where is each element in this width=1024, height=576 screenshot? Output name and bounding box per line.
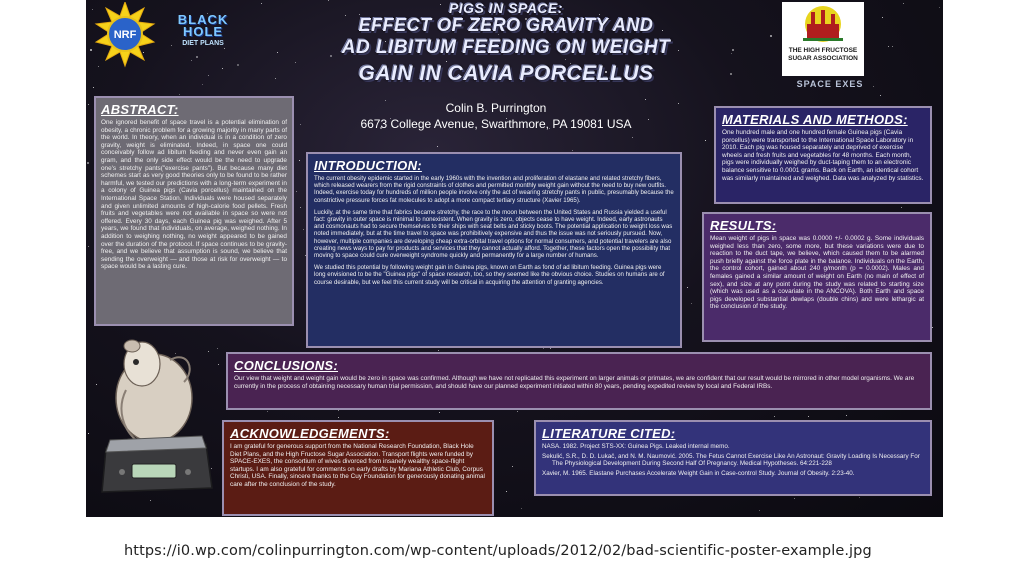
- star-dot: [87, 162, 89, 164]
- nrf-logo-text: NRF: [113, 29, 137, 41]
- star-dot: [691, 303, 692, 304]
- reference-item: Sekulić, S.R., D. D. Lukač, and N. M. Naumović. 2005. The Fetus Cannot Exercise Like An Astronaut: Gravity Loading Is Necessary For The Physiological Development During Second Half Of Pregnancy. Medical Hypotheses. 64:221-228: [542, 452, 920, 468]
- star-dot: [88, 104, 89, 105]
- star-dot: [88, 246, 89, 247]
- star-dot: [267, 411, 268, 412]
- star-dot: [275, 78, 276, 79]
- factory-icon: [793, 2, 853, 42]
- introduction-paragraph: The current obesity epidemic started in the early 1960s with the invention and proliferation of elastane and related stretchy fibers, which released wearers from the rigid constraints of clothes and permitted monthly weight gain without the need to buy new outfits. Indeed, exercise today for hundreds of million people involve only the act of wearing stretchy pants in public, presumably because the constrictive pressure forces fat molecules to adopt a more compact tertiary structure (Xavier 1965).: [314, 175, 674, 204]
- star-dot: [901, 207, 902, 208]
- star-dot: [903, 3, 904, 4]
- star-dot: [521, 508, 522, 509]
- star-dot: [438, 350, 439, 351]
- star-dot: [846, 415, 847, 416]
- star-dot: [632, 137, 633, 138]
- section-heading: CONCLUSIONS:: [234, 358, 338, 373]
- section-heading: RESULTS:: [710, 218, 777, 233]
- star-dot: [880, 95, 881, 96]
- star-dot: [208, 75, 209, 76]
- star-dot: [512, 466, 513, 467]
- poster-title-line: EFFECT OF ZERO GRAVITY AND: [358, 15, 654, 35]
- acknowledgements-text: I am grateful for generous support from the National Research Foundation, Black Hole Diet Plans, and the High Fructose Sugar Association. Transport flights were funded by SPACE-EXES, the consortium of wives divorced from insanely wealthy space-flight startups. I am also grateful for comments on early drafts by Mariana Athletic Club, Corpus Christi, USA. Finally, sincere thanks to the Cuy Foundation for generously donating animal care after the conclusion of the study.: [230, 443, 485, 488]
- star-dot: [303, 229, 304, 230]
- kitchen-scale-icon: [102, 436, 212, 492]
- star-dot: [543, 348, 544, 349]
- star-dot: [730, 73, 732, 75]
- reference-item: Xavier, M. 1965. Elastane Purchases Accelerate Weight Gain in Case-control Study. Journal of Obesity. 2:23-40.: [542, 469, 855, 477]
- introduction-panel: [306, 152, 682, 348]
- star-dot: [770, 35, 772, 37]
- star-dot: [222, 68, 223, 69]
- literature-cited-panel: [534, 420, 932, 496]
- conclusions-panel: [226, 352, 932, 410]
- star-dot: [932, 327, 933, 328]
- star-dot: [88, 433, 89, 434]
- star-dot: [939, 7, 940, 8]
- acknowledgements-panel: [222, 420, 494, 516]
- space-exes-logo: SPACE EXES: [796, 79, 864, 89]
- star-dot: [888, 46, 889, 47]
- star-dot: [338, 417, 339, 418]
- guinea-pig-on-scale-illustration: [96, 320, 216, 510]
- abstract-text: One ignored benefit of space travel is a potential elimination of obesity, a chronic problem for a growing majority in many parts of the world. In theory, when an individual is in a condition of zero gravity, weight is eliminated. Indeed, in space one could conceivably follow ad libitum feeding and never even gain an gram, and the only side effect would be the need to upgrade one's stretchy pants("exercise pants"). But because many diet schemes start as very good theories only to be found to be rather harmful, we tested our predictions with a long-term experiment in a colony of Guinea pigs (Cavia porcellus) maintained on the International Space Station. Individuals were housed separately and given unlimited amounts of high-calorie food pellets. Fresh fruits and vegetables were not available in space so were not offered. Every 30 days, each Guinea pig was weighed. After 5 years, we found that individuals, on average, weighed nothing. In addition to weighing nothing, no weight appeared to be gained over the duration of the protocol. If space continues to be gravity-free, and we believe that assumption is sound, we believe that sending the overweight — and those at risk for overweight — to space would be a lasting cure.: [101, 119, 287, 271]
- star-dot: [439, 412, 440, 413]
- black-hole-diet-plans-logo: [168, 14, 238, 50]
- logo-line: DIET PLANS: [182, 40, 224, 47]
- star-dot: [892, 46, 893, 47]
- section-heading: ACKNOWLEDGEMENTS:: [230, 426, 390, 441]
- star-dot: [296, 191, 297, 192]
- scientific-poster-image: [86, 0, 943, 517]
- star-dot: [506, 491, 507, 492]
- section-heading: ABSTRACT:: [101, 102, 179, 117]
- star-dot: [261, 3, 262, 4]
- star-dot: [299, 160, 300, 161]
- results-text: Mean weight of pigs in space was 0.0000 +/- 0.0002 g. Some individuals weighed less than zero, some more, but these variations were due to reaction to the duct tape, we believe, which caused them to be alarmed push briefly against the force plate in the balance. Individuals on the Earth, the control cohort, gained about 240 g/month (p = 0.0002). Males and females gained a similar amount of weight on Earth (no main of effect of sex), and size at any point during the study was related to starting size (which was used as a covariate in the ANCOVA). Both Earth and space pigs developed substantial dewlaps (double chins) and were lethargic at the conclusion of the study.: [710, 235, 924, 311]
- conclusions-text: Our view that weight and weight gain would be zero in space was confirmed. Although we have not replicated this experiment on larger animals or primates, we are confident that our result would be mirrored in other model organisms. We are currently in the process of obtaining necessary human trial permission, and should have our planned experiment initiated within 80 years, pending expedited review by local and Federal IRBs.: [234, 375, 915, 390]
- section-heading: LITERATURE CITED:: [542, 426, 676, 441]
- star-dot: [550, 348, 551, 349]
- logo-line: BLACK: [177, 12, 229, 27]
- star-dot: [202, 84, 203, 85]
- results-panel: [702, 212, 932, 342]
- star-dot: [517, 411, 518, 412]
- section-heading: MATERIALS AND METHODS:: [722, 112, 908, 127]
- star-dot: [572, 150, 573, 151]
- star-dot: [93, 87, 94, 88]
- star-dot: [687, 287, 688, 288]
- materials-methods-panel: [714, 106, 932, 204]
- star-dot: [437, 146, 438, 147]
- star-dot: [732, 49, 734, 51]
- star-dot: [678, 103, 679, 104]
- logo-line: THE HIGH FRUCTOSE: [788, 47, 858, 54]
- star-dot: [300, 207, 301, 208]
- star-dot: [731, 53, 732, 54]
- star-dot: [808, 416, 809, 417]
- author-block: [326, 100, 666, 132]
- author-name: Colin B. Purrington: [445, 101, 547, 115]
- star-dot: [882, 17, 883, 18]
- star-dot: [794, 498, 795, 499]
- author-address: 6673 College Avenue, Swarthmore, PA 19081 USA: [360, 117, 632, 131]
- poster-title-line: AD LIBITUM FEEDING ON WEIGHT: [341, 37, 671, 58]
- star-dot: [873, 86, 874, 87]
- star-dot: [774, 416, 775, 417]
- logo-line: SUGAR ASSOCIATION: [788, 55, 858, 62]
- section-heading: INTRODUCTION:: [314, 158, 422, 173]
- high-fructose-sugar-association-logo: [782, 2, 864, 76]
- poster-title-line: PIGS IN SPACE:: [448, 0, 564, 16]
- star-dot: [218, 364, 219, 365]
- methods-text: One hundred male and one hundred female Guinea pigs (Cavia porcellus) were transported to the International Space Laboratory in 2010. Each pig was housed separately and deprived of exercise wheels and fresh fruits and vegetables for 48 months. Each month, pigs were individually weighed by duct-taping them to an electronic balance sensitive to 0.0001 grams. Back on Earth, an identical cohort was similarly maintained and weighed. Data was analyzed by statistics.: [722, 129, 924, 182]
- guinea-pig-icon: [116, 340, 192, 442]
- star-dot: [196, 56, 198, 58]
- star-dot: [179, 94, 180, 95]
- star-dot: [217, 348, 218, 349]
- image-source-url[interactable]: https://i0.wp.com/colinpurrington.com/wp-content/uploads/2012/02/bad-scientific-poster-example.jpg: [124, 543, 872, 559]
- star-dot: [300, 124, 301, 125]
- star-dot: [277, 52, 278, 53]
- reference-item: NASA. 1982. Project STS-XX: Guinea Pigs. Leaked internal memo.: [542, 443, 730, 450]
- introduction-paragraph: We studied this potential by following weight gain in Guinea pigs, known on Earth as fond of ad libitum feeding. Guinea pigs were long envisioned to be the "Guinea pigs" of space research, too, so they seemed like the obvious choice. Studies on humans are of course desirable, but we feel this current study will be critical in acquiring the attention of granting agencies.: [314, 264, 665, 286]
- star-dot: [759, 510, 760, 511]
- star-dot: [338, 410, 339, 411]
- star-dot: [859, 497, 860, 498]
- star-dot: [191, 60, 192, 61]
- nrf-logo: [92, 2, 158, 68]
- star-dot: [565, 59, 566, 60]
- logo-line: HOLE: [182, 24, 224, 39]
- star-dot: [237, 64, 239, 66]
- abstract-panel: [94, 96, 294, 326]
- poster-title-line: GAIN IN CAVIA PORCELLUS: [358, 62, 654, 85]
- star-dot: [705, 140, 706, 141]
- introduction-paragraph: Luckily, at the same time that fabrics became stretchy, the race to the moon between the United States and Russia yielded a useful fact: gravity in outer space is minimal to nonexistent. When gravity is zero, objects cease to have weight. Indeed, early astronauts and cosmonauts had to secure themselves to their ships with seat belts and sticky boots. The potential application to weight loss was noted immediately, but at the time travel to space was prohibitively expensive and thus the issue was not seriously pursued. Now, however, multiple companies are developing cheap extra-orbital travel options for normal consumers, and potential travelers are also creating news ways to pay for products and services that they cannot actually afford. Together, these factors open the possibility that moving to space could cure overweight syndrome quickly and permanently for a large number of humans.: [314, 208, 673, 260]
